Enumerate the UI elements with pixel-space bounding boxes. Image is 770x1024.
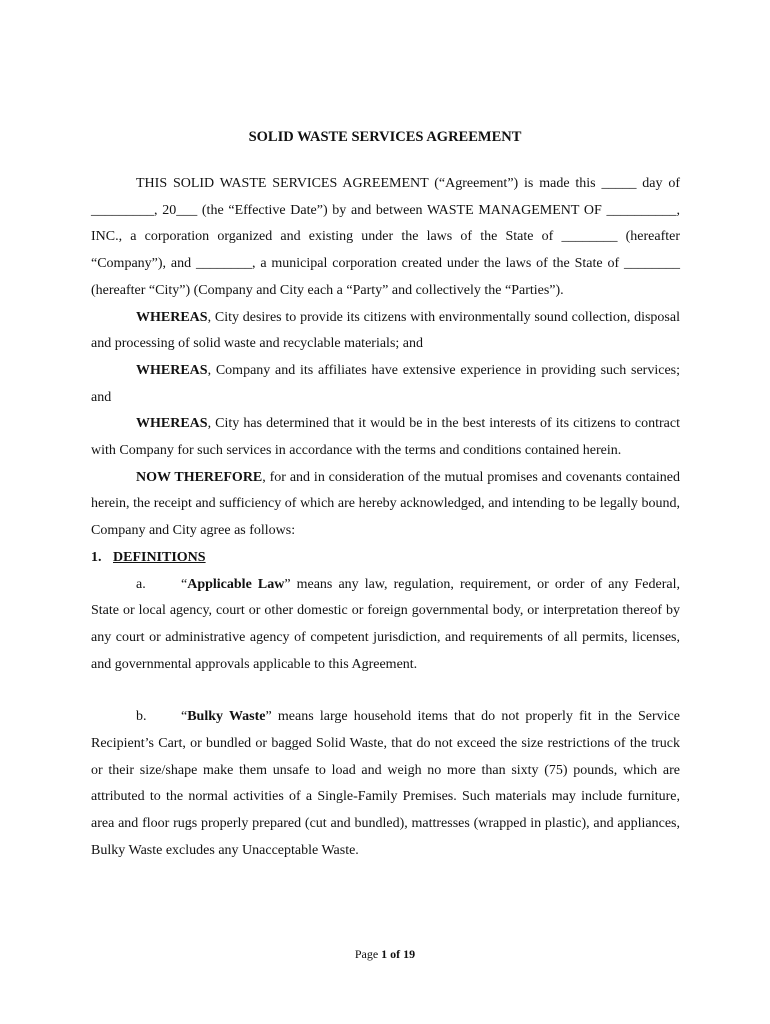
whereas-text: , Company and its affiliates have extensive experience in providing such services; and — [91, 362, 680, 405]
definition-applicable-law — [91, 572, 680, 679]
total-pages: 19 — [403, 947, 416, 961]
definition-open-quote: “ — [181, 576, 188, 592]
whereas-paragraph-1 — [91, 305, 680, 358]
definition-label: b. — [136, 709, 147, 725]
definition-term: Applicable Law — [187, 576, 285, 592]
definition-text: ” means large household items that do not properly fit in the Service Recipient’s Cart, or bundled or bagged Solid Waste, that do not exceed the size restrictions of the truck or their size/shape make them unsafe to load and weigh no more than sixty (75) pounds, which are attributed to the normal activities of a Single-Family Premises. Such materials may include furniture, area and floor rugs properly prepared (cut and bundled), mattresses (wrapped in plastic), and appliances, Bulky Waste excludes any Unacceptable Waste. — [91, 709, 680, 858]
section-heading-definitions — [91, 545, 680, 572]
whereas-lead: WHEREAS — [136, 416, 208, 432]
document-body — [91, 171, 680, 865]
definition-label: a. — [136, 576, 146, 592]
now-therefore-paragraph — [91, 465, 680, 545]
now-therefore-lead: NOW THEREFORE — [136, 469, 263, 485]
document-title: SOLID WASTE SERVICES AGREEMENT — [248, 129, 522, 145]
definition-text: ” means any law, regulation, requirement, or order of any Federal, State or local agency, court or other domestic or foreign governmental body, or interpretation thereof by any court or administrative agency of competent jurisdiction, and requirements of all permits, licenses, and governmental approvals applicable to this Agreement. — [91, 576, 680, 672]
section-title: DEFINITIONS — [113, 549, 206, 565]
intro-paragraph: THIS SOLID WASTE SERVICES AGREEMENT (“Agreement”) is made this _____ day of _________, 20___ (the “Effective Date”) by and between WASTE MANAGEMENT OF __________, INC., a corporation organized and existing under the laws of the State of ________ (hereafter “Company”), and ________, a municipal corporation created under the laws of the State of ________ (hereafter “City”) (Company and City each a “Party” and collectively the “Parties”). — [91, 176, 680, 298]
definition-open-quote: “ — [181, 709, 188, 725]
of-word: of — [390, 947, 401, 961]
whereas-text: , City desires to provide its citizens with environmentally sound collection, disposal and processing of solid waste and recyclable materials; and — [91, 309, 680, 352]
whereas-lead: WHEREAS — [136, 362, 208, 378]
page-number: 1 — [381, 947, 388, 961]
whereas-text: , City has determined that it would be in the best interests of its citizens to contract with Company for such services in accordance with the terms and conditions contained herein. — [91, 416, 680, 459]
definition-term: Bulky Waste — [187, 709, 266, 725]
page-footer — [0, 947, 770, 962]
paragraph-spacer — [91, 678, 680, 704]
now-therefore-text: , for and in consideration of the mutual promises and covenants contained herein, the receipt and sufficiency of which are hereby acknowledged, and intending to be legally bound, Company and City agree as follows: — [91, 469, 680, 539]
page-word: Page — [354, 947, 379, 961]
whereas-paragraph-3 — [91, 411, 680, 464]
definition-bulky-waste — [91, 704, 680, 864]
whereas-paragraph-2 — [91, 358, 680, 411]
section-number: 1. — [91, 549, 102, 565]
whereas-lead: WHEREAS — [136, 309, 208, 325]
